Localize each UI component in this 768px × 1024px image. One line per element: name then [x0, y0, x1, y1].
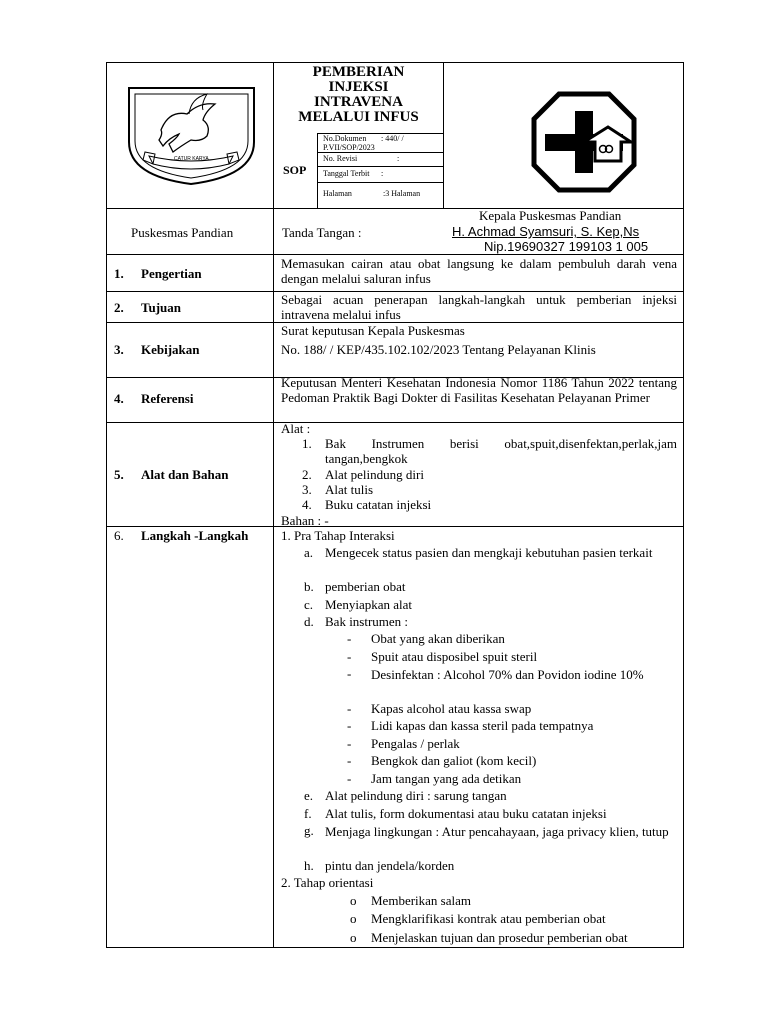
- alat-item: Alat tulis: [325, 482, 374, 497]
- tujuan-text: Sebagai acuan penerapan langkah-langkah untuk pemberian injeksi intravena melalui infus: [281, 292, 677, 322]
- referensi-text: Keputusan Menteri Kesehatan Indonesia Nomor 1186 Tahun 2022 tentang Pedoman Praktik Bagi Dokter di Fasilitas Kesehatan Pelayanan Primer: [281, 375, 677, 405]
- bahan-label: Bahan : -: [281, 513, 329, 528]
- kebijakan-line-2: No. 188/ / KEP/435.102.102/2023 Tentang Pelayanan Klinis: [281, 342, 596, 357]
- section-label-pengertian: Pengertian: [141, 266, 202, 281]
- dash-bullet: -: [347, 701, 352, 716]
- step-item: Bak instrumen :: [325, 614, 409, 629]
- dash-bullet: -: [347, 718, 352, 733]
- orientation-item: Mengklarifikasi kontrak atau pemberian obat: [371, 911, 606, 926]
- step-marker: b.: [304, 579, 314, 594]
- sop-label: SOP: [283, 163, 307, 177]
- dash-bullet: -: [347, 771, 352, 786]
- alat-item: Buku catatan injeksi: [325, 497, 432, 512]
- phase-orientasi: 2. Tahap orientasi: [281, 875, 374, 890]
- instrument-item: Spuit atau disposibel spuit steril: [371, 649, 538, 664]
- alat-item: Alat pelindung diri: [325, 467, 424, 482]
- org-name: Puskesmas Pandian: [131, 225, 234, 240]
- step-item: Menjaga lingkungan : Atur pencahayaan, jaga privacy klien, tutup: [325, 824, 669, 839]
- step-item: pintu dan jendela/korden: [325, 858, 455, 873]
- issue-date-value: :: [381, 169, 384, 178]
- step-marker: d.: [304, 614, 314, 629]
- instrument-item: Bengkok dan galiot (kom kecil): [371, 753, 537, 768]
- issue-date-label: Tanggal Terbit: [323, 169, 370, 178]
- circle-bullet: o: [350, 911, 357, 926]
- revision-value: :: [397, 154, 400, 163]
- head-name: H. Achmad Syamsuri, S. Kep,Ns: [452, 224, 640, 239]
- step-marker: g.: [304, 823, 314, 838]
- section-label-kebijakan: Kebijakan: [141, 342, 200, 357]
- document-title: [274, 65, 443, 125]
- title-line: INJEKSI: [328, 79, 389, 95]
- orientation-item: Memberikan salam: [371, 893, 471, 908]
- section-label-langkah: Langkah -Langkah: [141, 528, 249, 543]
- circle-bullet: o: [350, 893, 357, 908]
- dash-bullet: -: [347, 631, 352, 646]
- step-marker: a.: [304, 545, 314, 560]
- dash-bullet: -: [347, 753, 352, 768]
- step-marker: c.: [304, 597, 314, 612]
- doc-number-label: No.Dokumen: [323, 134, 367, 143]
- sop-document-frame: [106, 62, 684, 948]
- kebijakan-line-1: Surat keputusan Kepala Puskesmas: [281, 323, 465, 338]
- section-label-tujuan: Tujuan: [141, 300, 181, 315]
- alat-label: Alat :: [281, 421, 311, 436]
- title-line: MELALUI INFUS: [298, 109, 419, 125]
- section-number: 4.: [114, 391, 124, 406]
- circle-bullet: o: [350, 930, 357, 945]
- step-marker: h.: [304, 858, 314, 873]
- dash-bullet: -: [347, 666, 352, 681]
- section-number: 2.: [114, 300, 124, 315]
- section-number: 6.: [114, 528, 124, 543]
- head-title: Kepala Puskesmas Pandian: [479, 208, 622, 223]
- title-line: INTRAVENA: [314, 94, 403, 110]
- step-item: pemberian obat: [325, 579, 406, 594]
- dash-bullet: -: [347, 736, 352, 751]
- orientation-item: Menjelaskan tujuan dan prosedur pemberian obat: [371, 930, 628, 945]
- signature-label: Tanda Tangan :: [282, 225, 362, 240]
- list-number: 3.: [302, 482, 312, 497]
- pengertian-text: Memasukan cairan atau obat langsung ke dalam pembuluh darah vena dengan melalui saluran infus: [281, 256, 677, 286]
- step-item: Alat tulis, form dokumentasi atau buku catatan injeksi: [325, 806, 607, 821]
- list-number: 2.: [302, 467, 312, 482]
- page-label: Halaman: [323, 189, 352, 198]
- page-value: :3 Halaman: [383, 189, 421, 198]
- regency-crest-logo: [119, 80, 264, 188]
- crest-ribbon-text: CATUR KARYA: [174, 156, 209, 162]
- section-number: 5.: [114, 467, 124, 482]
- dash-bullet: -: [347, 649, 352, 664]
- doc-number-value-2: P.VII/SOP/2023: [323, 143, 375, 152]
- section-label-referensi: Referensi: [141, 391, 194, 406]
- phase-pra-interaksi: 1. Pra Tahap Interaksi: [281, 528, 395, 543]
- instrument-item: Jam tangan yang ada detikan: [371, 771, 522, 786]
- list-number: 4.: [302, 497, 312, 512]
- instrument-item: Lidi kapas dan kassa steril pada tempatnya: [371, 718, 594, 733]
- section-number: 3.: [114, 342, 124, 357]
- title-line: PEMBERIAN: [312, 64, 405, 80]
- puskesmas-logo: [531, 91, 637, 193]
- step-item: Menyiapkan alat: [325, 597, 412, 612]
- instrument-item: Pengalas / perlak: [371, 736, 460, 751]
- instrument-item: Kapas alcohol atau kassa swap: [371, 701, 532, 716]
- doc-number-value: : 440/ /: [381, 134, 404, 143]
- revision-label: No. Revisi: [323, 154, 358, 163]
- instrument-item: Desinfektan : Alcohol 70% dan Povidon iodine 10%: [371, 667, 644, 682]
- alat-item: Bak Instrumen berisi obat,spuit,disenfektan,perlak,jam tangan,bengkok: [325, 436, 677, 466]
- list-number: 1.: [302, 436, 312, 451]
- step-item: Mengecek status pasien dan mengkaji kebutuhan pasien terkait: [325, 545, 653, 560]
- step-marker: e.: [304, 788, 314, 803]
- head-nip: Nip.19690327 199103 1 005: [484, 239, 649, 254]
- section-label-alat-bahan: Alat dan Bahan: [141, 467, 229, 482]
- section-number: 1.: [114, 266, 124, 281]
- step-marker: f.: [304, 806, 312, 821]
- step-item: Alat pelindung diri : sarung tangan: [325, 788, 507, 803]
- instrument-item: Obat yang akan diberikan: [371, 631, 505, 646]
